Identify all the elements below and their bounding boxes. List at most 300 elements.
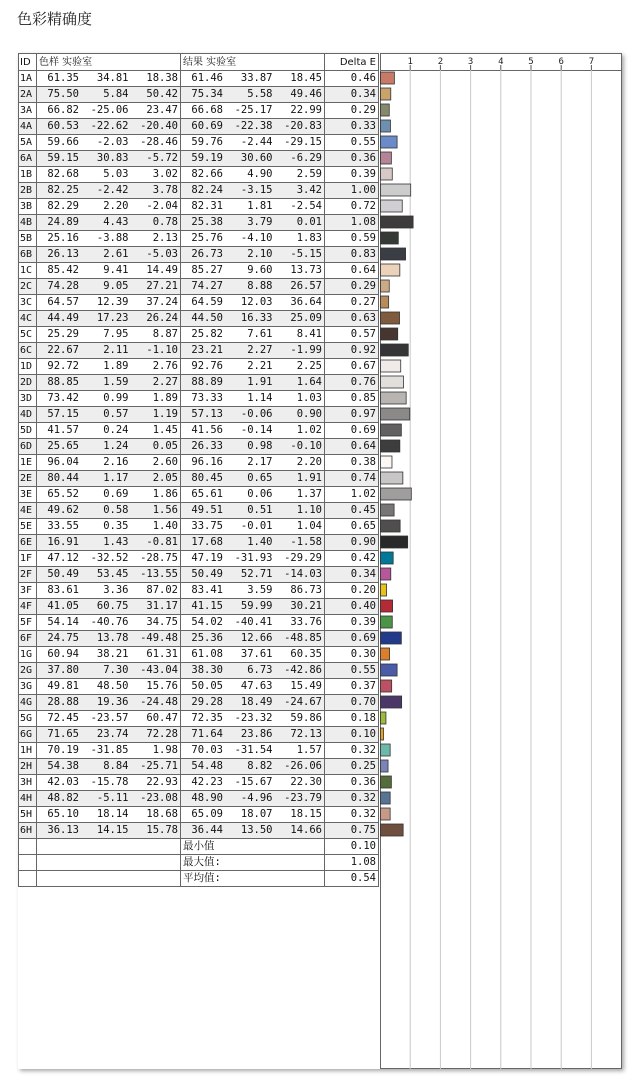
result-lab-value: 1.10 <box>296 504 322 516</box>
delta-e-value: 0.55 <box>325 663 379 679</box>
sample-lab-value: 14.49 <box>146 264 178 276</box>
sample-lab-value: 44.49 <box>47 312 79 324</box>
delta-e-value: 0.10 <box>325 727 379 743</box>
result-lab-value: -20.83 <box>284 120 322 132</box>
result-lab <box>181 407 325 423</box>
sample-lab-value: 72.45 <box>47 712 79 724</box>
result-lab-value: -4.10 <box>240 232 273 244</box>
chart-tick-label: 3 <box>467 57 474 67</box>
result-lab-value: -26.06 <box>284 760 322 772</box>
sample-lab-value: 66.82 <box>47 104 79 116</box>
patch-id: 1C <box>19 263 37 279</box>
result-lab-value: 1.91 <box>296 472 322 484</box>
delta-e-value: 1.08 <box>325 215 379 231</box>
sample-lab-value: 26.24 <box>146 312 178 324</box>
patch-id: 1A <box>19 71 37 87</box>
sample-lab-value: 18.14 <box>96 808 129 820</box>
table-row <box>19 391 379 407</box>
patch-id: 6F <box>19 631 37 647</box>
result-lab <box>181 167 325 183</box>
sample-lab <box>37 535 181 551</box>
sample-lab-value: 2.20 <box>103 200 129 212</box>
delta-e-report <box>18 53 622 1069</box>
sample-lab-value: 65.52 <box>47 488 79 500</box>
table-row <box>19 311 379 327</box>
patch-id: 5G <box>19 711 37 727</box>
result-lab-value: 6.73 <box>247 664 273 676</box>
delta-e-bar-2D <box>381 376 404 388</box>
delta-e-bar-1A <box>381 72 395 84</box>
result-lab <box>181 103 325 119</box>
sample-lab <box>37 199 181 215</box>
patch-id: 5E <box>19 519 37 535</box>
sample-lab-value: 1.43 <box>103 536 129 548</box>
sample-lab-value: 0.05 <box>152 440 178 452</box>
table-row <box>19 119 379 135</box>
result-lab-value: -2.54 <box>290 200 322 212</box>
delta-e-bar-2E <box>381 472 403 484</box>
result-lab-value: 3.42 <box>296 184 322 196</box>
result-lab-value: 8.82 <box>247 760 273 772</box>
delta-e-bar-6F <box>381 632 402 644</box>
sample-lab-value: 3.36 <box>103 584 129 596</box>
result-lab-value: 36.44 <box>191 824 223 836</box>
table-row <box>19 151 379 167</box>
delta-e-bar-4A <box>381 120 391 132</box>
result-lab-value: 61.08 <box>191 648 223 660</box>
delta-e-bar-1B <box>381 168 393 180</box>
summary-blank <box>19 855 37 871</box>
sample-lab-value: -23.08 <box>140 792 178 804</box>
patch-id: 5F <box>19 615 37 631</box>
sample-lab-value: 61.35 <box>47 72 79 84</box>
result-lab-value: 8.88 <box>247 280 273 292</box>
table-row <box>19 807 379 823</box>
sample-lab-value: 61.31 <box>146 648 178 660</box>
sample-lab-value: 22.67 <box>47 344 79 356</box>
result-lab-value: -15.67 <box>234 776 273 788</box>
sample-lab-value: 82.68 <box>47 168 79 180</box>
sample-lab-value: -20.40 <box>140 120 178 132</box>
sample-lab-value: -0.81 <box>146 536 178 548</box>
result-lab <box>181 487 325 503</box>
delta-e-bar-3G <box>381 680 392 692</box>
delta-e-bar-5A <box>381 136 398 148</box>
result-lab-value: 57.13 <box>191 408 223 420</box>
delta-e-bar-1D <box>381 360 401 372</box>
patch-id: 6B <box>19 247 37 263</box>
summary-value: 0.54 <box>325 871 379 887</box>
delta-e-value: 0.76 <box>325 375 379 391</box>
result-lab <box>181 567 325 583</box>
delta-e-bar-5F <box>381 616 393 628</box>
sample-lab <box>37 167 181 183</box>
chart-tick-label: 1 <box>407 57 413 67</box>
sample-lab-value: 25.29 <box>47 328 79 340</box>
delta-e-value: 0.72 <box>325 199 379 215</box>
patch-id: 4F <box>19 599 37 615</box>
summary-blank <box>19 839 37 855</box>
delta-e-value: 0.69 <box>325 631 379 647</box>
result-lab-value: 83.41 <box>191 584 223 596</box>
result-lab-value: 2.59 <box>296 168 322 180</box>
result-lab-value: 0.51 <box>247 504 273 516</box>
sample-lab-value: 96.04 <box>47 456 79 468</box>
result-lab <box>181 247 325 263</box>
sample-lab <box>37 647 181 663</box>
summary-row <box>19 839 379 855</box>
sample-lab-value: 54.14 <box>47 616 79 628</box>
result-lab-value: -22.38 <box>234 120 273 132</box>
result-lab-value: -3.15 <box>240 184 273 196</box>
result-lab-value: 65.09 <box>191 808 223 820</box>
result-lab-value: 22.30 <box>290 776 322 788</box>
result-lab <box>181 615 325 631</box>
result-lab <box>181 535 325 551</box>
sample-lab-value: 87.02 <box>146 584 178 596</box>
result-lab-value: 41.56 <box>191 424 223 436</box>
delta-e-value: 0.25 <box>325 759 379 775</box>
result-lab-value: 13.50 <box>240 824 273 836</box>
patch-id: 2G <box>19 663 37 679</box>
table-row <box>19 471 379 487</box>
result-lab-value: 36.64 <box>290 296 322 308</box>
sample-lab-value: -2.03 <box>96 136 129 148</box>
result-lab-value: 70.03 <box>191 744 223 756</box>
delta-e-value: 0.70 <box>325 695 379 711</box>
summary-value: 1.08 <box>325 855 379 871</box>
patch-id: 1H <box>19 743 37 759</box>
sample-lab <box>37 743 181 759</box>
sample-lab-value: 41.05 <box>47 600 79 612</box>
result-lab-value: -23.79 <box>284 792 322 804</box>
result-lab-value: 59.76 <box>191 136 223 148</box>
patch-id: 3A <box>19 103 37 119</box>
delta-e-value: 0.34 <box>325 567 379 583</box>
result-lab-value: 59.99 <box>240 600 273 612</box>
table-row <box>19 87 379 103</box>
sample-lab-value: 9.41 <box>103 264 129 276</box>
result-lab-value: 12.66 <box>240 632 273 644</box>
result-lab-value: 48.90 <box>191 792 223 804</box>
delta-e-value: 0.29 <box>325 279 379 295</box>
delta-e-value: 0.36 <box>325 151 379 167</box>
result-lab <box>181 295 325 311</box>
result-lab <box>181 311 325 327</box>
delta-e-value: 0.33 <box>325 119 379 135</box>
table-row <box>19 359 379 375</box>
sample-lab-value: -32.52 <box>90 552 129 564</box>
result-lab-value: 16.33 <box>240 312 273 324</box>
result-lab-value: 41.15 <box>191 600 223 612</box>
patch-id: 1G <box>19 647 37 663</box>
result-lab-value: 49.46 <box>290 88 322 100</box>
sample-lab-value: 7.30 <box>103 664 129 676</box>
sample-lab-value: 1.89 <box>103 360 129 372</box>
sample-lab-value: 8.87 <box>152 328 178 340</box>
delta-e-value: 0.37 <box>325 679 379 695</box>
result-lab <box>181 135 325 151</box>
sample-lab <box>37 439 181 455</box>
sample-lab-value: 36.13 <box>47 824 79 836</box>
sample-lab-value: 74.28 <box>47 280 79 292</box>
sample-lab <box>37 631 181 647</box>
patch-id: 4H <box>19 791 37 807</box>
delta-e-bar-3C <box>381 296 389 308</box>
result-lab-value: -0.01 <box>240 520 273 532</box>
sample-lab-value: 71.65 <box>47 728 79 740</box>
table-row <box>19 727 379 743</box>
table-row <box>19 519 379 535</box>
sample-lab-value: 2.60 <box>152 456 178 468</box>
result-lab-value: 18.49 <box>240 696 273 708</box>
delta-e-bar-5D <box>381 424 402 436</box>
result-lab-value: 25.76 <box>191 232 223 244</box>
result-lab-value: 3.59 <box>247 584 273 596</box>
sample-lab-value: 27.21 <box>146 280 178 292</box>
delta-e-bar-4D <box>381 408 410 420</box>
sample-lab-value: 80.44 <box>47 472 79 484</box>
result-lab <box>181 759 325 775</box>
delta-e-bar-2A <box>381 88 391 100</box>
delta-e-bar-1C <box>381 264 400 276</box>
chart-tick-label: 2 <box>437 57 444 67</box>
table-row <box>19 663 379 679</box>
header-result-lab: 结果 实验室 <box>181 54 325 71</box>
result-lab-value: 65.61 <box>191 488 223 500</box>
sample-lab <box>37 247 181 263</box>
sample-lab <box>37 727 181 743</box>
result-lab <box>181 663 325 679</box>
delta-e-value: 0.67 <box>325 359 379 375</box>
result-lab-value: 73.33 <box>191 392 223 404</box>
delta-e-value: 0.92 <box>325 343 379 359</box>
sample-lab <box>37 183 181 199</box>
sample-lab-value: -25.71 <box>140 760 178 772</box>
sample-lab-value: -13.55 <box>140 568 178 580</box>
table-row <box>19 631 379 647</box>
patch-id: 3C <box>19 295 37 311</box>
table-row <box>19 775 379 791</box>
result-lab-value: 82.31 <box>191 200 223 212</box>
delta-e-value: 0.90 <box>325 535 379 551</box>
delta-e-bar-3A <box>381 104 390 116</box>
patch-id: 2H <box>19 759 37 775</box>
result-lab-value: 86.73 <box>290 584 322 596</box>
sample-lab-value: 60.47 <box>146 712 178 724</box>
sample-lab-value: 85.42 <box>47 264 79 276</box>
patch-id: 6D <box>19 439 37 455</box>
patch-id: 2E <box>19 471 37 487</box>
sample-lab-value: -15.78 <box>90 776 129 788</box>
patch-id: 2B <box>19 183 37 199</box>
result-lab-value: 30.21 <box>290 600 322 612</box>
result-lab <box>181 71 325 87</box>
result-lab-value: 18.45 <box>290 72 322 84</box>
result-lab-value: 30.60 <box>240 152 273 164</box>
result-lab <box>181 791 325 807</box>
delta-e-bar-3F <box>381 584 387 596</box>
result-lab <box>181 471 325 487</box>
result-lab-value: -40.41 <box>234 616 273 628</box>
result-lab-value: -2.44 <box>240 136 273 148</box>
delta-e-value: 0.36 <box>325 775 379 791</box>
result-lab-value: 1.03 <box>296 392 322 404</box>
result-lab-value: 2.25 <box>296 360 322 372</box>
result-lab-value: -31.93 <box>234 552 273 564</box>
result-lab-value: 25.36 <box>191 632 223 644</box>
patch-id: 4E <box>19 503 37 519</box>
delta-e-value: 0.75 <box>325 823 379 839</box>
patch-id: 4G <box>19 695 37 711</box>
sample-lab-value: 38.21 <box>96 648 129 660</box>
result-lab-value: 38.30 <box>191 664 223 676</box>
delta-e-bar-2F <box>381 568 391 580</box>
sample-lab-value: 88.85 <box>47 376 79 388</box>
sample-lab-value: 2.11 <box>103 344 129 356</box>
result-lab-value: 26.73 <box>191 248 223 260</box>
result-lab-value: 3.79 <box>247 216 273 228</box>
sample-lab-value: 2.16 <box>103 456 129 468</box>
result-lab <box>181 647 325 663</box>
delta-e-value: 0.30 <box>325 647 379 663</box>
result-lab-value: 5.58 <box>247 88 273 100</box>
result-lab-value: -29.29 <box>284 552 322 564</box>
delta-e-bar-1H <box>381 744 391 756</box>
table-row <box>19 679 379 695</box>
result-lab-value: 75.34 <box>191 88 223 100</box>
sample-lab-value: 60.94 <box>47 648 79 660</box>
table-row <box>19 263 379 279</box>
sample-lab <box>37 807 181 823</box>
result-lab-value: 54.48 <box>191 760 223 772</box>
summary-blank <box>19 871 37 887</box>
delta-e-bar-3D <box>381 392 407 404</box>
delta-e-value: 0.18 <box>325 711 379 727</box>
summary-blank <box>37 871 181 887</box>
sample-lab-value: 28.88 <box>47 696 79 708</box>
result-lab-value: 42.23 <box>191 776 223 788</box>
sample-lab-value: 26.13 <box>47 248 79 260</box>
result-lab-value: 1.14 <box>247 392 273 404</box>
summary-blank <box>37 839 181 855</box>
table-row <box>19 439 379 455</box>
sample-lab-value: 0.99 <box>103 392 129 404</box>
result-lab <box>181 807 325 823</box>
color-accuracy-table <box>18 53 379 887</box>
sample-lab-value: 12.39 <box>96 296 129 308</box>
table-row <box>19 455 379 471</box>
sample-lab-value: -40.76 <box>90 616 129 628</box>
sample-lab-value: 19.36 <box>96 696 129 708</box>
table-row <box>19 295 379 311</box>
patch-id: 5B <box>19 231 37 247</box>
sample-lab-value: 49.81 <box>47 680 79 692</box>
sample-lab <box>37 87 181 103</box>
sample-lab-value: 0.24 <box>103 424 129 436</box>
chart-tick-label: 4 <box>498 57 504 67</box>
delta-e-bar-5H <box>381 808 391 820</box>
result-lab-value: 50.05 <box>191 680 223 692</box>
result-lab-value: 26.57 <box>290 280 322 292</box>
table-row <box>19 823 379 839</box>
table-row <box>19 503 379 519</box>
result-lab <box>181 455 325 471</box>
sample-lab-value: 24.89 <box>47 216 79 228</box>
result-lab-value: 66.68 <box>191 104 223 116</box>
sample-lab-value: 18.38 <box>146 72 178 84</box>
result-lab-value: 25.38 <box>191 216 223 228</box>
sample-lab-value: 1.89 <box>152 392 178 404</box>
result-lab-value: -0.14 <box>240 424 273 436</box>
patch-id: 5D <box>19 423 37 439</box>
result-lab <box>181 743 325 759</box>
sample-lab <box>37 615 181 631</box>
sample-lab-value: 2.61 <box>103 248 129 260</box>
result-lab <box>181 119 325 135</box>
result-lab-value: 25.82 <box>191 328 223 340</box>
sample-lab-value: -1.10 <box>146 344 178 356</box>
sample-lab-value: 1.45 <box>152 424 178 436</box>
result-lab-value: 1.02 <box>296 424 322 436</box>
patch-id: 1B <box>19 167 37 183</box>
result-lab <box>181 231 325 247</box>
sample-lab <box>37 375 181 391</box>
summary-label: 最大值: <box>181 855 325 871</box>
result-lab-value: 72.13 <box>290 728 322 740</box>
sample-lab-value: 34.75 <box>146 616 178 628</box>
sample-lab-value: -23.57 <box>90 712 129 724</box>
delta-e-value: 0.65 <box>325 519 379 535</box>
delta-e-value: 0.40 <box>325 599 379 615</box>
sample-lab <box>37 215 181 231</box>
result-lab-value: 4.90 <box>247 168 273 180</box>
sample-lab-value: 1.24 <box>103 440 129 452</box>
table-row <box>19 647 379 663</box>
delta-e-value: 0.97 <box>325 407 379 423</box>
sample-lab <box>37 359 181 375</box>
table-row <box>19 327 379 343</box>
sample-lab <box>37 503 181 519</box>
result-lab-value: 2.21 <box>247 360 273 372</box>
sample-lab-value: 34.81 <box>96 72 129 84</box>
sample-lab <box>37 103 181 119</box>
delta-e-bar-4B <box>381 216 414 228</box>
delta-e-bar-4G <box>381 696 402 708</box>
result-lab-value: 1.57 <box>296 744 322 756</box>
delta-e-bar-1F <box>381 552 394 564</box>
header-id: ID <box>19 54 37 71</box>
sample-lab-value: 4.43 <box>103 216 129 228</box>
result-lab-value: -23.32 <box>234 712 273 724</box>
delta-e-value: 1.00 <box>325 183 379 199</box>
delta-e-bar-2H <box>381 760 389 772</box>
table-row <box>19 135 379 151</box>
summary-value: 0.10 <box>325 839 379 855</box>
table-row <box>19 247 379 263</box>
result-lab-value: 22.99 <box>290 104 322 116</box>
patch-id: 4B <box>19 215 37 231</box>
sample-lab-value: 8.84 <box>103 760 129 772</box>
sample-lab-value: 83.61 <box>47 584 79 596</box>
sample-lab-value: -5.11 <box>96 792 129 804</box>
result-lab-value: -24.67 <box>284 696 322 708</box>
delta-e-value: 0.42 <box>325 551 379 567</box>
result-lab <box>181 423 325 439</box>
table-row <box>19 487 379 503</box>
sample-lab <box>37 663 181 679</box>
patch-id: 3F <box>19 583 37 599</box>
